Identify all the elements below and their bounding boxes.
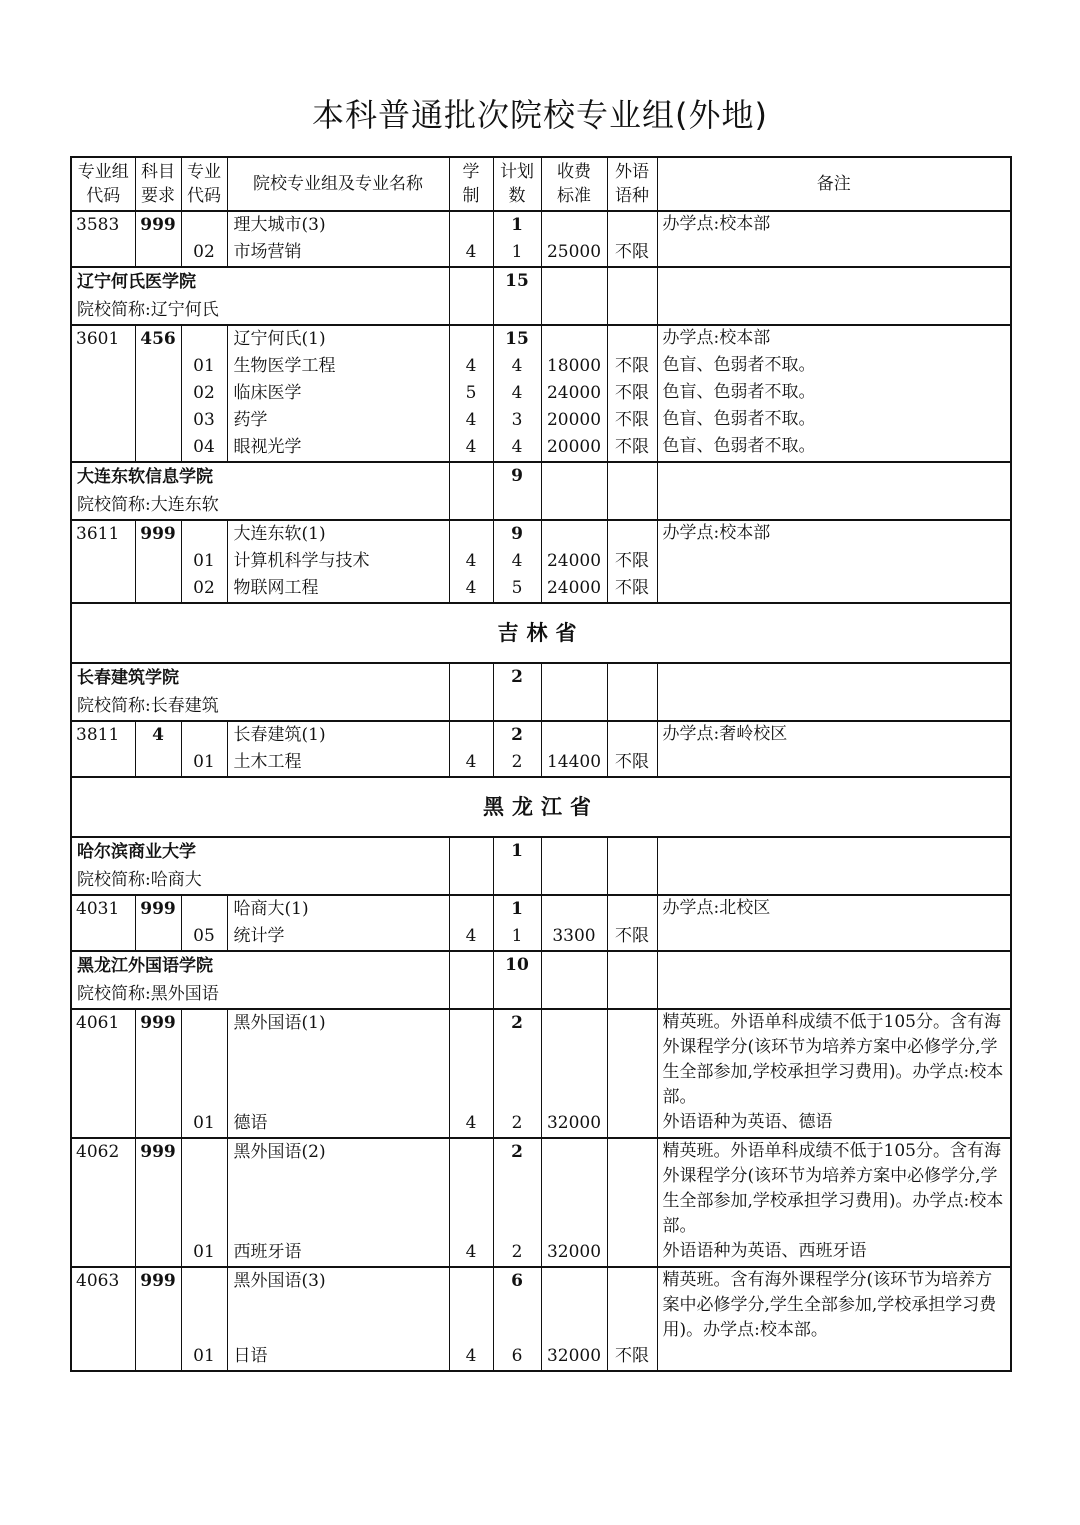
group-note: 精英班。外语单科成绩不低于105分。含有海外课程学分(该环节为培养方案中必修学分,学生全部参加,学校承担学习费用)。办学点:校本部。 [657, 1009, 1011, 1110]
group-name: 辽宁何氏(1) [227, 325, 449, 353]
empty-cell [181, 1267, 227, 1343]
empty-cell [607, 462, 657, 520]
header-line: 专业 [187, 162, 221, 182]
major-note: 外语语种为英语、西班牙语 [657, 1239, 1011, 1267]
school-plan: 15 [493, 267, 541, 325]
major-note: 色盲、色弱者不取。 [657, 353, 1011, 380]
major-row [71, 1239, 1011, 1267]
major-years: 4 [449, 1110, 493, 1138]
major-plan: 3 [493, 407, 541, 434]
major-fee: 3300 [541, 923, 607, 951]
empty-cell [657, 267, 1011, 325]
group-name: 理大城市(3) [227, 211, 449, 239]
major-fee: 18000 [541, 353, 607, 380]
major-note [657, 749, 1011, 777]
empty-cell [541, 951, 607, 1009]
empty-cell [449, 951, 493, 1009]
major-plan: 4 [493, 548, 541, 575]
major-years: 4 [449, 548, 493, 575]
school-plan: 10 [493, 951, 541, 1009]
group-code: 3811 [71, 721, 135, 749]
group-code: 3611 [71, 520, 135, 548]
header-line: 计划 [500, 162, 534, 182]
group-code: 4063 [71, 1267, 135, 1343]
empty-cell [541, 211, 607, 239]
empty-cell [657, 951, 1011, 1009]
major-code: 02 [181, 575, 227, 603]
empty-cell [71, 1239, 135, 1267]
empty-cell [657, 663, 1011, 721]
empty-cell [71, 923, 135, 951]
school-abbr: 院校简称:哈商大 [77, 870, 202, 890]
major-row [71, 1343, 1011, 1371]
major-lang: 不限 [607, 407, 657, 434]
group-note: 办学点:校本部 [657, 520, 1011, 548]
school-name: 辽宁何氏医学院 [77, 272, 196, 292]
group-row [71, 1267, 1011, 1343]
empty-cell [449, 267, 493, 325]
empty-cell [181, 520, 227, 548]
major-row [71, 548, 1011, 575]
subject-req: 999 [135, 1267, 181, 1343]
major-fee: 20000 [541, 407, 607, 434]
major-code: 02 [181, 380, 227, 407]
school-cell [71, 663, 449, 721]
major-lang: 不限 [607, 548, 657, 575]
empty-cell [449, 895, 493, 923]
group-name: 黑外国语(2) [227, 1138, 449, 1239]
empty-cell [449, 837, 493, 895]
major-note [657, 1343, 1011, 1371]
header-fee [541, 157, 607, 211]
major-note: 色盲、色弱者不取。 [657, 434, 1011, 462]
major-row [71, 407, 1011, 434]
group-plan: 1 [493, 895, 541, 923]
header-line: 语种 [615, 186, 649, 206]
group-note: 办学点:北校区 [657, 895, 1011, 923]
major-years: 4 [449, 434, 493, 462]
group-note: 办学点:奢岭校区 [657, 721, 1011, 749]
school-name: 哈尔滨商业大学 [77, 842, 196, 862]
province-title: 吉林省 [71, 603, 1011, 663]
major-row [71, 239, 1011, 267]
header-line: 制 [462, 186, 480, 206]
empty-cell [541, 1009, 607, 1110]
major-note [657, 923, 1011, 951]
empty-cell [181, 1138, 227, 1239]
major-row [71, 749, 1011, 777]
empty-cell [607, 721, 657, 749]
major-years: 4 [449, 1343, 493, 1371]
subject-req: 4 [135, 721, 181, 749]
empty-cell [541, 895, 607, 923]
province-row [71, 603, 1011, 663]
subject-req: 999 [135, 1009, 181, 1110]
subject-req: 999 [135, 1138, 181, 1239]
major-code: 01 [181, 1343, 227, 1371]
major-plan: 2 [493, 1110, 541, 1138]
major-name: 市场营销 [227, 239, 449, 267]
empty-cell [541, 721, 607, 749]
group-row [71, 211, 1011, 239]
empty-cell [541, 1267, 607, 1343]
major-name: 临床医学 [227, 380, 449, 407]
empty-cell [181, 721, 227, 749]
header-row [71, 157, 1011, 211]
empty-cell [135, 353, 181, 380]
major-row [71, 380, 1011, 407]
empty-cell [607, 895, 657, 923]
empty-cell [181, 211, 227, 239]
major-row [71, 434, 1011, 462]
major-row [71, 575, 1011, 603]
major-lang: 不限 [607, 434, 657, 462]
school-abbr: 院校简称:黑外国语 [77, 984, 219, 1004]
empty-cell [135, 548, 181, 575]
empty-cell [71, 239, 135, 267]
empty-cell [541, 520, 607, 548]
empty-cell [71, 749, 135, 777]
group-code: 3601 [71, 325, 135, 353]
group-plan: 2 [493, 1009, 541, 1110]
header-line: 数 [508, 186, 526, 206]
header-name: 院校专业组及专业名称 [227, 157, 449, 211]
group-code: 4061 [71, 1009, 135, 1110]
header-line: 外语 [615, 162, 649, 182]
school-plan: 1 [493, 837, 541, 895]
school-row [71, 267, 1011, 325]
header-line: 专业组 [77, 162, 129, 182]
empty-cell [181, 1009, 227, 1110]
header-line: 学 [462, 162, 480, 182]
major-years: 4 [449, 407, 493, 434]
school-row [71, 462, 1011, 520]
group-name: 哈商大(1) [227, 895, 449, 923]
empty-cell [71, 1343, 135, 1371]
group-plan: 15 [493, 325, 541, 353]
major-years: 4 [449, 575, 493, 603]
empty-cell [657, 837, 1011, 895]
header-duration [449, 157, 493, 211]
empty-cell [449, 1138, 493, 1239]
group-row [71, 895, 1011, 923]
major-lang [607, 1110, 657, 1138]
major-name: 土木工程 [227, 749, 449, 777]
empty-cell [541, 462, 607, 520]
school-row [71, 951, 1011, 1009]
group-row [71, 721, 1011, 749]
major-row [71, 923, 1011, 951]
header-line: 要求 [141, 186, 175, 206]
empty-cell [607, 951, 657, 1009]
group-row [71, 1009, 1011, 1110]
empty-cell [607, 1009, 657, 1110]
school-cell [71, 267, 449, 325]
major-fee: 14400 [541, 749, 607, 777]
empty-cell [449, 1267, 493, 1343]
empty-cell [449, 663, 493, 721]
major-fee: 32000 [541, 1343, 607, 1371]
major-plan: 1 [493, 239, 541, 267]
school-cell [71, 951, 449, 1009]
major-fee: 20000 [541, 434, 607, 462]
major-lang: 不限 [607, 353, 657, 380]
empty-cell [449, 462, 493, 520]
subject-req: 456 [135, 325, 181, 353]
major-years: 4 [449, 749, 493, 777]
empty-cell [541, 325, 607, 353]
empty-cell [71, 380, 135, 407]
major-plan: 4 [493, 434, 541, 462]
group-name: 黑外国语(3) [227, 1267, 449, 1343]
empty-cell [607, 211, 657, 239]
province-title: 黑龙江省 [71, 777, 1011, 837]
major-fee: 32000 [541, 1110, 607, 1138]
empty-cell [135, 1343, 181, 1371]
subject-req: 999 [135, 895, 181, 923]
group-plan: 2 [493, 721, 541, 749]
school-name: 长春建筑学院 [77, 668, 179, 688]
major-name: 生物医学工程 [227, 353, 449, 380]
major-code: 01 [181, 749, 227, 777]
major-note: 色盲、色弱者不取。 [657, 407, 1011, 434]
table-body [71, 211, 1011, 1371]
major-plan: 2 [493, 749, 541, 777]
major-plan: 5 [493, 575, 541, 603]
major-name: 药学 [227, 407, 449, 434]
major-lang: 不限 [607, 1343, 657, 1371]
school-row [71, 837, 1011, 895]
empty-cell [541, 837, 607, 895]
group-name: 黑外国语(1) [227, 1009, 449, 1110]
empty-cell [607, 663, 657, 721]
header-group-code [71, 157, 135, 211]
major-fee: 24000 [541, 575, 607, 603]
major-code: 05 [181, 923, 227, 951]
major-plan: 1 [493, 923, 541, 951]
major-row [71, 1110, 1011, 1138]
major-row [71, 353, 1011, 380]
empty-cell [607, 325, 657, 353]
empty-cell [135, 239, 181, 267]
major-code: 01 [181, 1110, 227, 1138]
empty-cell [607, 1138, 657, 1239]
major-code: 01 [181, 548, 227, 575]
empty-cell [135, 575, 181, 603]
empty-cell [135, 1239, 181, 1267]
major-lang: 不限 [607, 923, 657, 951]
header-note: 备注 [657, 157, 1011, 211]
admissions-table [70, 156, 1012, 1372]
group-plan: 9 [493, 520, 541, 548]
empty-cell [541, 663, 607, 721]
major-lang: 不限 [607, 239, 657, 267]
empty-cell [607, 520, 657, 548]
major-years: 4 [449, 353, 493, 380]
major-name: 统计学 [227, 923, 449, 951]
major-name: 计算机科学与技术 [227, 548, 449, 575]
school-row [71, 663, 1011, 721]
subject-req: 999 [135, 211, 181, 239]
header-line: 收费 [557, 162, 591, 182]
empty-cell [135, 1110, 181, 1138]
major-fee: 32000 [541, 1239, 607, 1267]
major-code: 04 [181, 434, 227, 462]
group-note: 精英班。外语单科成绩不低于105分。含有海外课程学分(该环节为培养方案中必修学分,学生全部参加,学校承担学习费用)。办学点:校本部。 [657, 1138, 1011, 1239]
empty-cell [541, 1138, 607, 1239]
group-row [71, 520, 1011, 548]
school-cell [71, 837, 449, 895]
group-note: 办学点:校本部 [657, 325, 1011, 353]
major-code: 02 [181, 239, 227, 267]
major-fee: 25000 [541, 239, 607, 267]
header-line: 科目 [141, 162, 175, 182]
empty-cell [449, 211, 493, 239]
major-lang [607, 1239, 657, 1267]
group-code: 4031 [71, 895, 135, 923]
major-name: 西班牙语 [227, 1239, 449, 1267]
major-fee: 24000 [541, 380, 607, 407]
empty-cell [607, 1267, 657, 1343]
school-name: 大连东软信息学院 [77, 467, 213, 487]
major-years: 4 [449, 1239, 493, 1267]
group-code: 3583 [71, 211, 135, 239]
empty-cell [135, 380, 181, 407]
empty-cell [135, 923, 181, 951]
empty-cell [607, 837, 657, 895]
major-lang: 不限 [607, 749, 657, 777]
school-plan: 9 [493, 462, 541, 520]
group-note: 办学点:校本部 [657, 211, 1011, 239]
major-plan: 2 [493, 1239, 541, 1267]
major-note [657, 575, 1011, 603]
school-abbr: 院校简称:长春建筑 [77, 696, 219, 716]
empty-cell [449, 1009, 493, 1110]
major-years: 5 [449, 380, 493, 407]
subject-req: 999 [135, 520, 181, 548]
school-name: 黑龙江外国语学院 [77, 956, 213, 976]
group-note: 精英班。含有海外课程学分(该环节为培养方案中必修学分,学生全部参加,学校承担学习费用)。办学点:校本部。 [657, 1267, 1011, 1343]
school-cell [71, 462, 449, 520]
header-line: 标准 [557, 186, 591, 206]
major-years: 4 [449, 239, 493, 267]
header-line: 代码 [86, 186, 121, 206]
empty-cell [607, 267, 657, 325]
page-title: 本科普通批次院校专业组(外地) [312, 96, 768, 134]
empty-cell [71, 407, 135, 434]
major-name: 眼视光学 [227, 434, 449, 462]
major-years: 4 [449, 923, 493, 951]
major-lang: 不限 [607, 575, 657, 603]
major-name: 德语 [227, 1110, 449, 1138]
school-abbr: 院校简称:辽宁何氏 [77, 300, 219, 320]
group-plan: 2 [493, 1138, 541, 1239]
empty-cell [71, 575, 135, 603]
major-note [657, 239, 1011, 267]
empty-cell [71, 434, 135, 462]
empty-cell [449, 520, 493, 548]
group-plan: 1 [493, 211, 541, 239]
major-plan: 4 [493, 380, 541, 407]
header-line: 代码 [187, 186, 221, 206]
empty-cell [657, 462, 1011, 520]
group-name: 长春建筑(1) [227, 721, 449, 749]
empty-cell [449, 721, 493, 749]
empty-cell [135, 434, 181, 462]
group-name: 大连东软(1) [227, 520, 449, 548]
header-lang [607, 157, 657, 211]
group-row [71, 1138, 1011, 1239]
major-fee: 24000 [541, 548, 607, 575]
empty-cell [71, 548, 135, 575]
header-subject-req [135, 157, 181, 211]
major-code: 01 [181, 353, 227, 380]
empty-cell [181, 895, 227, 923]
header-major-code [181, 157, 227, 211]
school-plan: 2 [493, 663, 541, 721]
major-plan: 4 [493, 353, 541, 380]
major-name: 日语 [227, 1343, 449, 1371]
group-row [71, 325, 1011, 353]
empty-cell [135, 749, 181, 777]
major-name: 物联网工程 [227, 575, 449, 603]
empty-cell [541, 267, 607, 325]
major-note: 色盲、色弱者不取。 [657, 380, 1011, 407]
major-lang: 不限 [607, 380, 657, 407]
empty-cell [449, 325, 493, 353]
group-plan: 6 [493, 1267, 541, 1343]
group-code: 4062 [71, 1138, 135, 1239]
empty-cell [71, 1110, 135, 1138]
major-note: 外语语种为英语、德语 [657, 1110, 1011, 1138]
school-abbr: 院校简称:大连东软 [77, 495, 219, 515]
major-code: 01 [181, 1239, 227, 1267]
empty-cell [135, 407, 181, 434]
major-plan: 6 [493, 1343, 541, 1371]
header-plan [493, 157, 541, 211]
empty-cell [71, 353, 135, 380]
major-note [657, 548, 1011, 575]
major-code: 03 [181, 407, 227, 434]
empty-cell [181, 325, 227, 353]
province-row [71, 777, 1011, 837]
